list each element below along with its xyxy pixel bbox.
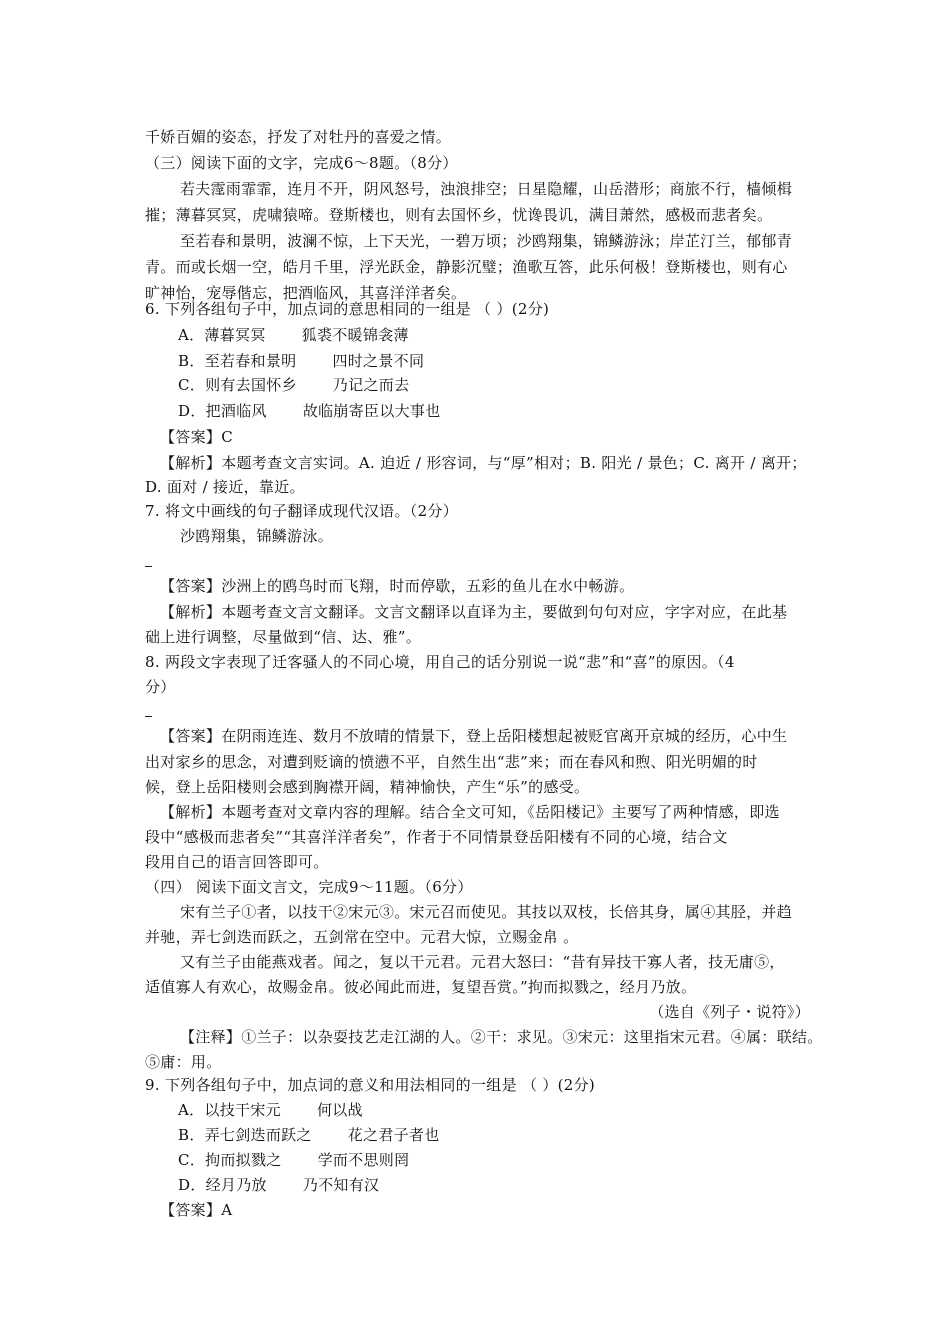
passage-line: 至若春和景明，波澜不惊，上下天光，一碧万顷；沙鸥翔集，锦鳞游泳；岸芷汀兰，郁郁青 bbox=[180, 232, 793, 250]
question-9: 9. 下列各组句子中，加点词的意义和用法相同的一组是 （ ）(2分) bbox=[145, 1076, 596, 1094]
annotation-note: 【注释】①兰子：以杂耍技艺走江湖的人。②干：求见。③宋元：这里指宋元君。④属：联结。 bbox=[180, 1028, 823, 1046]
passage-line: 并驰，弄七剑迭而跃之，五剑常在空中。元君大惊，立赐金帛 。 bbox=[145, 928, 579, 946]
option-text: D．把酒临风 bbox=[178, 402, 267, 420]
option-text: A．薄暮冥冥 bbox=[178, 326, 266, 344]
answer-6: 【答案】C bbox=[160, 428, 233, 446]
option-d bbox=[178, 1174, 379, 1196]
passage-line: 适值寡人有欢心，故赐金帛。彼必闻此而进，复望吾赏。”拘而拟戮之，经月乃放。 bbox=[145, 978, 697, 996]
option-a bbox=[178, 324, 409, 346]
option-d bbox=[178, 400, 441, 422]
analysis-8-cont: 段用自己的语言回答即可。 bbox=[145, 853, 329, 871]
option-c bbox=[178, 374, 409, 396]
option-text: D．经月乃放 bbox=[178, 1176, 267, 1194]
answer-8-cont: 候，登上岳阳楼则会感到胸襟开阔，精神愉快，产生“乐”的感受。 bbox=[145, 778, 590, 796]
answer-blank-line bbox=[145, 716, 152, 717]
option-compare: 学而不思则罔 bbox=[317, 1151, 410, 1169]
option-compare: 故临崩寄臣以大事也 bbox=[302, 402, 441, 420]
option-compare: 乃记之而去 bbox=[332, 376, 410, 394]
option-compare: 狐裘不暖锦衾薄 bbox=[301, 326, 409, 344]
question-8: 8. 两段文字表现了迁客骚人的不同心境，用自己的话分别说一说“悲”和“喜”的原因。（4 bbox=[145, 653, 735, 671]
passage-line: 旷神怡，宠辱偕忘，把酒临风，其喜洋洋者矣。 bbox=[145, 284, 467, 302]
answer-8-cont: 出对家乡的思念，对遭到贬谪的愤懑不平，自然生出“悲”来；而在春风和煦、阳光明媚的时 bbox=[145, 753, 758, 771]
option-text: B．弄七剑迭而跃之 bbox=[178, 1126, 312, 1144]
analysis-7: 【解析】本题考查文言文翻译。文言文翻译以直译为主，要做到句句对应，字字对应，在此基 bbox=[160, 603, 788, 621]
analysis-6-cont: D. 面对 / 接近，靠近。 bbox=[145, 478, 305, 496]
answer-9: 【答案】A bbox=[160, 1201, 233, 1219]
option-text: C．拘而拟戮之 bbox=[178, 1151, 282, 1169]
option-b bbox=[178, 1124, 440, 1146]
passage-line: 若夫霪雨霏霏，连月不开，阴风怒号，浊浪排空；日星隐耀，山岳潜形；商旅不行，樯倾楫 bbox=[180, 180, 793, 198]
option-text: A．以技干宋元 bbox=[178, 1101, 281, 1119]
question-8-cont: 分） bbox=[145, 678, 176, 696]
passage-line: 摧；薄暮冥冥，虎啸猿啼。登斯楼也，则有去国怀乡，忧谗畏讥，满目萧然，感极而悲者矣。 bbox=[145, 206, 773, 224]
option-b bbox=[178, 350, 424, 372]
passage-line: 青。而或长烟一空，皓月千里，浮光跃金，静影沉璧；渔歌互答，此乐何极！登斯楼也，则有心 bbox=[145, 258, 788, 276]
question-6: 6. 下列各组句子中，加点词的意思相同的一组是 （ ）(2分) bbox=[145, 300, 550, 318]
analysis-8: 【解析】本题考查对文章内容的理解。结合全文可知，《岳阳楼记》主要写了两种情感，即选 bbox=[160, 803, 780, 821]
answer-blank-line bbox=[145, 566, 152, 567]
analysis-8-cont: 段中“感极而悲者矣”“其喜洋洋者矣”，作者于不同情景登岳阳楼有不同的心境，结合文 bbox=[145, 828, 728, 846]
annotation-note-cont: ⑤庸：用。 bbox=[145, 1053, 222, 1071]
option-text: C．则有去国怀乡 bbox=[178, 376, 297, 394]
option-compare: 何以战 bbox=[316, 1101, 363, 1119]
answer-8: 【答案】在阴雨连连、数月不放晴的情景下，登上岳阳楼想起被贬官离开京城的经历，心中生 bbox=[160, 727, 788, 745]
option-compare: 乃不知有汉 bbox=[302, 1176, 380, 1194]
option-compare: 四时之景不同 bbox=[332, 352, 425, 370]
section-heading-4: （四） 阅读下面文言文，完成9～11题。（6分） bbox=[145, 878, 473, 896]
passage-line: 宋有兰子①者，以技干②宋元③。宋元召而使见。其技以双枝，长倍其身，属④其胫，并趋 bbox=[180, 903, 793, 921]
answer-7: 【答案】沙洲上的鸥鸟时而飞翔，时而停歇，五彩的鱼儿在水中畅游。 bbox=[160, 577, 635, 595]
option-c bbox=[178, 1149, 409, 1171]
analysis-7-cont: 础上进行调整，尽量做到“信、达、雅”。 bbox=[145, 628, 422, 646]
source-citation: （选自《列子・说符》） bbox=[649, 1003, 810, 1021]
section-heading-3: （三）阅读下面的文字，完成6～8题。（8分） bbox=[145, 154, 458, 172]
option-compare: 花之君子者也 bbox=[347, 1126, 440, 1144]
option-a bbox=[178, 1099, 363, 1121]
analysis-6: 【解析】本题考查文言实词。A. 迫近 / 形容词，与“厚”相对；B. 阳光 / 景色；C. 离开 / 离开； bbox=[160, 454, 807, 472]
passage-line: 又有兰子由能燕戏者。闻之，复以干元君。元君大怒曰：“昔有异技干寡人者，技无庸⑤， bbox=[180, 953, 785, 971]
question-7-sentence: 沙鸥翔集，锦鳞游泳。 bbox=[180, 527, 334, 545]
text-line: 千娇百媚的姿态，抒发了对牡丹的喜爱之情。 bbox=[145, 128, 452, 146]
question-7: 7. 将文中画线的句子翻译成现代汉语。（2分） bbox=[145, 502, 459, 520]
option-text: B．至若春和景明 bbox=[178, 352, 297, 370]
